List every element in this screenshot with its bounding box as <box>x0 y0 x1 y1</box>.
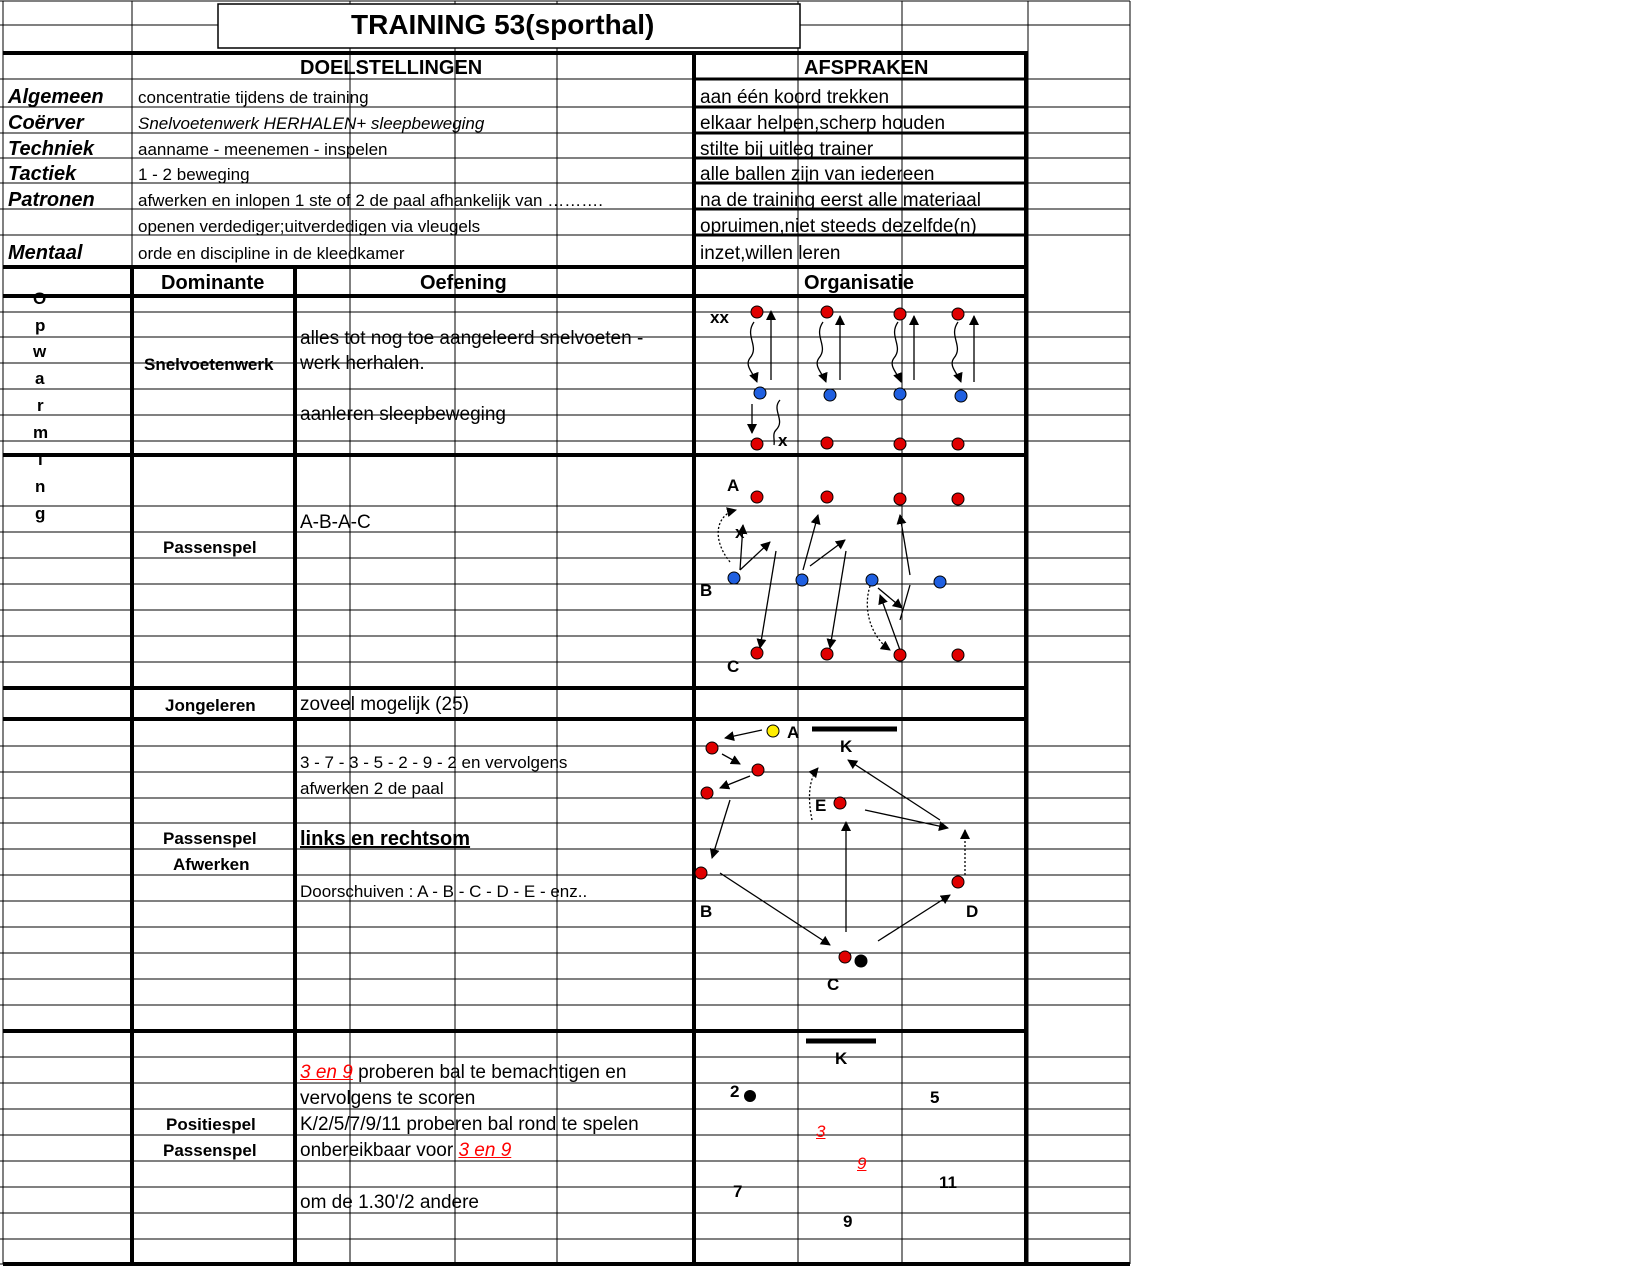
diagram-label: D <box>966 902 979 921</box>
side-letter: p <box>35 316 46 335</box>
oefening-line: zoveel mogelijk (25) <box>300 694 469 715</box>
side-letter: m <box>33 423 49 442</box>
side-letter: O <box>33 289 47 308</box>
category-goal: 1 - 2 beweging <box>138 165 250 184</box>
oefening-line: alles tot nog toe aangeleerd snelvoeten - <box>300 328 644 349</box>
category-rule: elkaar helpen,scherp houden <box>700 113 946 134</box>
dominante-snelvoetenwerk: Snelvoetenwerk <box>144 355 274 374</box>
category-label: Techniek <box>8 138 94 160</box>
diagram-snelvoetenwerk <box>748 306 974 450</box>
column-organisatie: Organisatie <box>804 272 915 294</box>
category-goal: Snelvoetenwerk HERHALEN+ sleepbeweging <box>138 114 485 133</box>
oefening-line <box>300 1063 626 1082</box>
diagram-label: C <box>727 657 740 676</box>
category-label: Tactiek <box>8 163 77 185</box>
category-rule: inzet,willen leren <box>700 243 841 264</box>
side-letter: a <box>35 369 45 388</box>
oefening-line: Doorschuiven : A - B - C - D - E - enz.. <box>300 882 588 901</box>
side-letter: w <box>33 342 47 361</box>
category-goal: orde en discipline in de kleedkamer <box>138 244 405 263</box>
diagram-label-red: 3 <box>816 1122 826 1141</box>
oefening-line: K/2/5/7/9/11 proberen bal rond te spelen <box>300 1114 639 1135</box>
diagram-label-red: 9 <box>857 1154 867 1173</box>
diagram-label: B <box>700 581 713 600</box>
category-label: Algemeen <box>8 86 104 108</box>
diagram-label: xx <box>710 308 729 327</box>
dominante-passenspel: Passenspel <box>163 829 257 848</box>
category-rule: aan één koord trekken <box>700 87 890 108</box>
oefening-text: onbereikbaar voor <box>300 1140 459 1161</box>
page-title: TRAINING 53(sporthal) <box>351 9 655 40</box>
diagram-label: 7 <box>733 1182 743 1201</box>
dominante-jongeleren: Jongeleren <box>165 696 256 715</box>
category-rule: na de training eerst alle materiaal <box>700 190 981 211</box>
category-goal: openen verdediger;uitverdedigen via vleugels <box>138 217 481 236</box>
category-label: Mentaal <box>8 242 83 264</box>
dominante-afwerken: Afwerken <box>173 855 250 874</box>
oefening-line: vervolgens te scoren <box>300 1088 476 1109</box>
diagram-label: C <box>827 975 840 994</box>
diagram-positiespel <box>744 1041 876 1102</box>
side-letter: i <box>38 450 43 469</box>
ball <box>744 1090 756 1102</box>
dominante-passenspel: Passenspel <box>163 538 257 557</box>
oefening-line: 3 - 7 - 3 - 5 - 2 - 9 - 2 en vervolgens <box>300 753 568 772</box>
side-letter: g <box>35 504 46 523</box>
highlight-3-en-9: 3 en 9 <box>458 1140 512 1161</box>
diagram-label: E <box>815 796 827 815</box>
oefening-line <box>300 1141 511 1160</box>
category-rule: stilte bij uitleg trainer <box>700 139 874 160</box>
diagram-label: 11 <box>939 1173 957 1192</box>
diagram-label: 5 <box>930 1088 940 1107</box>
dominante-positiespel: Positiespel <box>166 1115 256 1134</box>
side-letter: r <box>37 396 44 415</box>
diagram-afwerken <box>695 725 965 967</box>
category-label: Coërver <box>8 112 84 134</box>
diagram-label: 2 <box>730 1082 740 1101</box>
oefening-text: proberen bal te bemachtigen en <box>352 1062 627 1083</box>
oefening-line-emphasis: links en rechtsom <box>300 828 471 850</box>
diagram-label: A <box>727 476 740 495</box>
header-doelstellingen: DOELSTELLINGEN <box>300 57 483 79</box>
category-label: Patronen <box>8 189 95 211</box>
category-rule: alle ballen zijn van iedereen <box>700 164 935 185</box>
oefening-line: aanleren sleepbeweging <box>300 404 506 425</box>
side-letter: n <box>35 477 46 496</box>
oefening-line: om de 1.30'/2 andere <box>300 1192 479 1213</box>
dominante-passenspel: Passenspel <box>163 1141 257 1160</box>
column-dominante: Dominante <box>161 272 265 294</box>
oefening-line: afwerken 2 de paal <box>300 779 444 798</box>
diagram-label: 9 <box>843 1212 853 1231</box>
highlight-3-en-9: 3 en 9 <box>300 1062 353 1083</box>
diagram-label: B <box>700 902 713 921</box>
diagram-label: K <box>840 737 853 756</box>
diagram-label: x <box>735 523 745 542</box>
column-oefening: Oefening <box>420 272 507 294</box>
category-goal: afwerken en inlopen 1 ste of 2 de paal afhankelijk van ………. <box>138 191 603 210</box>
category-goal: aanname - meenemen - inspelen <box>138 140 388 159</box>
category-goal: concentratie tijdens de training <box>138 88 369 107</box>
diagram-label: K <box>835 1049 848 1068</box>
oefening-line: werk herhalen. <box>300 353 425 374</box>
diagram-label: A <box>787 723 800 742</box>
oefening-line: A-B-A-C <box>300 512 371 533</box>
diagram-label: x <box>778 431 788 450</box>
category-rule: opruimen,niet steeds dezelfde(n) <box>700 216 977 237</box>
header-afspraken: AFSPRAKEN <box>804 57 929 79</box>
